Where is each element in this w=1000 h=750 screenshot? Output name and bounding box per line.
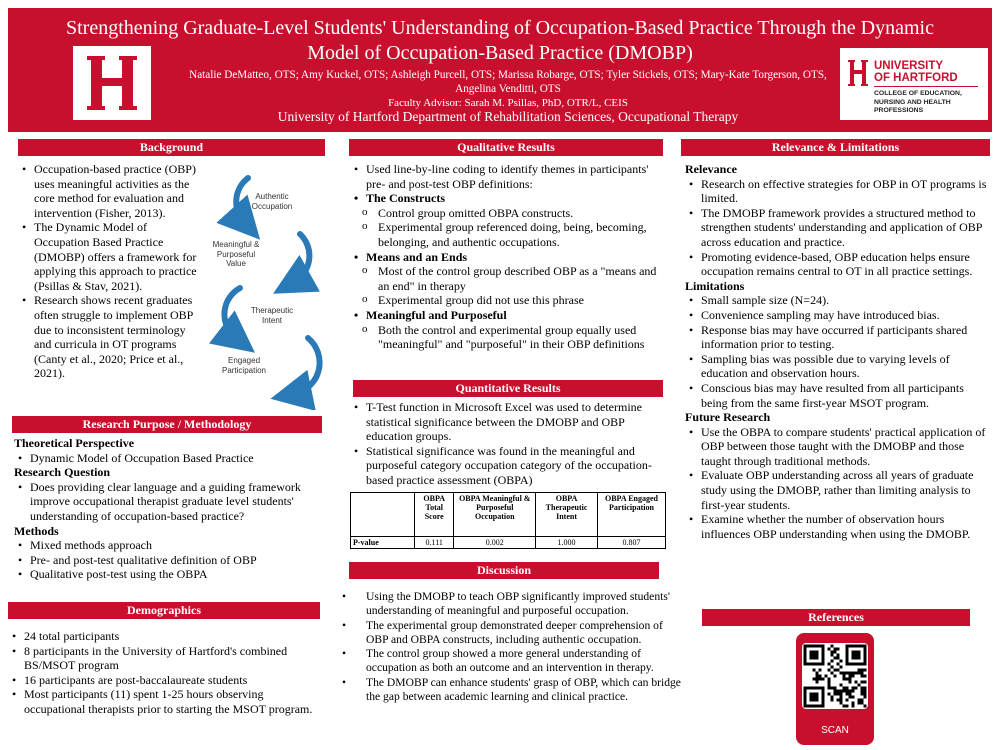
poster-header — [8, 8, 992, 132]
qualitative-heading: Qualitative Results — [349, 139, 663, 156]
list-item: o Most of the control group described OBP as a "means and an end" in therapy — [350, 264, 668, 293]
stage-authentic-occupation: Authentic Occupation — [251, 192, 293, 211]
purpose-section — [14, 436, 332, 582]
list-item: • Convenience sampling may have introduced bias. — [685, 308, 991, 323]
list-item: • Used line-by-line coding to identify themes in participants' pre- and post-test OBP definitions: — [350, 162, 668, 191]
authors: Natalie DeMatteo, OTS; Amy Kuckel, OTS; Ashleigh Purcell, OTS; Marissa Robarge, OTS; Tyler Stickels, OTS; Mary-Kate Torgerson, OTS, Angelina Venditti, OTS — [189, 69, 827, 95]
list-item: o Experimental group did not use this phrase — [350, 293, 668, 308]
discussion-heading: Discussion — [349, 562, 659, 579]
table-cell: 0.002 — [454, 537, 536, 549]
scan-label: SCAN — [821, 725, 849, 736]
stage-engaged-participation: Engaged Participation — [221, 356, 267, 375]
demographics-heading: Demographics — [8, 602, 320, 619]
table-row-label: P-value — [351, 537, 415, 549]
relevance-section — [685, 162, 991, 541]
list-item: • Research on effective strategies for OBP in OT programs is limited. — [685, 177, 991, 206]
list-item: • Research shows recent graduates often struggle to implement OBP due to inconsistent terminology and curricula in OT programs (Canty et al., 2020; Price et al., 2021). — [18, 293, 202, 381]
list-item: • Evaluate OBP understanding across all years of graduate study using the DMOBP, rather than limiting analysis to first-year students. — [685, 468, 991, 512]
list-item: • Sampling bias was possible due to varying levels of education and observation hours. — [685, 352, 991, 381]
list-item: • Statistical significance was found in the meaningful and purposeful category occupation category of the occupation-based practice assessment (OBPA) — [350, 444, 668, 488]
pvalue-table — [350, 492, 666, 549]
dmobp-cycle-diagram — [204, 160, 328, 410]
list-item: • Conscious bias may have resulted from all participants being from the same first-year MSOT program. — [685, 381, 991, 410]
list-item: • The control group showed a more general understanding of occupation as both an outcome and an intervention in therapy. — [338, 647, 684, 676]
list-item: • Response bias may have occurred if participants shared information prior to testing. — [685, 323, 991, 352]
table-row — [351, 537, 666, 549]
list-item: • Examine whether the number of observation hours influences OBP understanding when using the DMOBP. — [685, 512, 991, 541]
table-cell: 0.807 — [598, 537, 666, 549]
table-cell: 0.111 — [415, 537, 454, 549]
list-item: • Does providing clear language and a guiding framework improve occupational therapist graduate level students' understanding of occupation-based practice? — [14, 480, 332, 524]
relevance-heading: Relevance & Limitations — [681, 139, 990, 156]
list-item: • Mixed methods approach — [14, 538, 332, 553]
table-cell: 1.000 — [536, 537, 598, 549]
hartford-h-logo — [73, 46, 151, 120]
table-header-row — [351, 493, 666, 537]
list-item: • Qualitative post-test using the OBPA — [14, 567, 332, 582]
university-name: UNIVERSITY OF HARTFORD — [874, 60, 958, 84]
table-header-cell: OBPA Engaged Participation — [598, 493, 666, 537]
qualitative-section — [350, 162, 668, 352]
list-item: o Both the control and experimental group equally used "meaningful" and "purposeful" in their OBP definitions — [350, 323, 668, 352]
future-research-subheading: Future Research — [685, 410, 771, 425]
quantitative-list — [350, 400, 668, 488]
relevance-subheading: Relevance — [685, 162, 737, 176]
list-item: • Small sample size (N=24). — [685, 293, 991, 308]
list-item: • Promoting evidence-based, OBP education helps ensure occupation remains central to OT in all practice settings. — [685, 250, 991, 279]
list-item: • 16 participants are post-baccalaureate students — [8, 673, 326, 688]
list-item: • The Constructs — [350, 191, 668, 206]
list-item: • The DMOBP framework provides a structured method to strengthen students' understanding and application of OBP across education and practice. — [685, 206, 991, 250]
list-item: • The Dynamic Model of Occupation Based Practice (DMOBP) offers a framework for applying this approach to practice (Psillas & Stav, 2021). — [18, 220, 202, 293]
theoretical-heading: Theoretical Perspective — [14, 436, 135, 450]
list-item: • The experimental group demonstrated deeper comprehension of OBP and OBPA constructs, including authentic occupation. — [338, 619, 684, 648]
list-item: • Most participants (11) spent 1-25 hours observing occupational therapists prior to starting the MSOT program. — [8, 687, 326, 716]
background-heading: Background — [18, 139, 325, 156]
list-item: • Means and an Ends — [350, 250, 668, 265]
university-logo — [840, 48, 988, 120]
poster-title: Strengthening Graduate-Level Students' Understanding of Occupation-Based Practice Through the Dynamic Model of Occupation-Based Practice (DMOBP) — [66, 17, 934, 64]
discussion-list — [338, 590, 684, 704]
list-item: • 8 participants in the University of Hartford's combined BS/MSOT program — [8, 644, 326, 673]
university-crest-icon — [846, 58, 870, 88]
list-item: • Using the DMOBP to teach OBP significantly improved students' understanding of meaningful and purposeful occupation. — [338, 590, 684, 619]
qr-code[interactable] — [802, 643, 868, 709]
limitations-subheading: Limitations — [685, 278, 745, 293]
question-heading: Research Question — [14, 465, 111, 480]
table-header-cell: OBPA Therapeutic Intent — [536, 493, 598, 537]
qr-code-card[interactable] — [796, 633, 874, 745]
list-item: • The DMOBP can enhance students' grasp of OBP, which can bridge the gap between academic learning and clinical practice. — [338, 676, 684, 705]
table-header-cell — [351, 493, 415, 537]
list-item: • Use the OBPA to compare students' practical application of OBP between those taught with the DMOBP and those taught through traditional methods. — [685, 425, 991, 469]
list-item: • T-Test function in Microsoft Excel was used to determine statistical significance between the DMOBP and OBP education groups. — [350, 400, 668, 444]
demographics-list — [8, 629, 326, 717]
quantitative-heading: Quantitative Results — [353, 380, 663, 397]
stage-meaningful-purposeful-value: Meaningful & Purposeful Value — [212, 240, 260, 268]
table-header-cell: OBPA Total Score — [415, 493, 454, 537]
purpose-heading: Research Purpose / Methodology — [12, 416, 322, 433]
references-heading: References — [702, 609, 970, 626]
stage-therapeutic-intent: Therapeutic Intent — [250, 306, 294, 325]
table-header-cell: OBPA Meaningful & Purposeful Occupation — [454, 493, 536, 537]
h-logo-icon — [73, 46, 151, 120]
list-item: • Pre- and post-test qualitative definition of OBP — [14, 553, 332, 568]
department: University of Hartford Department of Rehabilitation Sciences, Occupational Therapy — [277, 109, 739, 124]
qr-code-icon — [802, 643, 868, 709]
background-list — [18, 162, 202, 381]
list-item: o Experimental group referenced doing, being, becoming, belonging, and authentic occupations. — [350, 220, 668, 249]
college-name: COLLEGE OF EDUCATION, NURSING AND HEALTH PROFESSIONS — [874, 90, 962, 114]
faculty-advisor: Faculty Advisor: Sarah M. Psillas, PhD, OTR/L, CEIS — [388, 97, 628, 109]
list-item: • Occupation-based practice (OBP) uses meaningful activities as the core method for evaluation and intervention (Fisher, 2013). — [18, 162, 202, 220]
list-item: • 24 total participants — [8, 629, 326, 644]
list-item: o Control group omitted OBPA constructs. — [350, 206, 668, 221]
list-item: • Dynamic Model of Occupation Based Practice — [14, 451, 332, 466]
list-item: • Meaningful and Purposeful — [350, 308, 668, 323]
logo-divider — [874, 86, 978, 87]
methods-heading: Methods — [14, 523, 59, 538]
